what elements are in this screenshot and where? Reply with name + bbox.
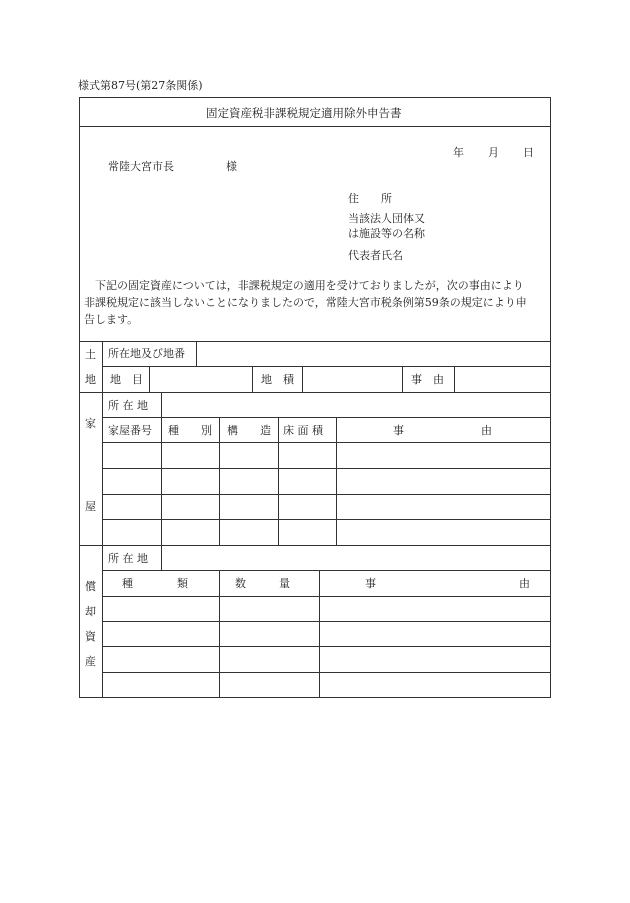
declaration-line-3: 告します。	[84, 313, 139, 326]
house-location-label: 所 在 地	[108, 399, 148, 412]
applicant-address-label: 住 所	[348, 192, 392, 205]
depreciable-row-4-top	[102, 672, 550, 673]
house-col-type: 種 別	[168, 424, 212, 437]
house-col-reason: 事 由	[393, 424, 492, 437]
depreciable-row-3-top	[102, 646, 550, 647]
depreciable-section-char-2: 却	[85, 605, 96, 618]
addressee-honorific: 様	[226, 160, 237, 173]
depreciable-col-reason: 事 由	[365, 577, 530, 590]
depreciable-row-1-top	[102, 596, 550, 597]
house-row-3-top	[102, 494, 550, 495]
house-section-char-2: 屋	[85, 500, 96, 513]
depreciable-col-divider-2	[319, 570, 320, 697]
form-title: 固定資産税非課税規定適用除外申告書	[206, 106, 402, 120]
depreciable-section-char-3: 資	[85, 630, 96, 643]
land-section-char-1: 土	[85, 348, 96, 361]
applicant-org-label-2: は施設等の名称	[348, 227, 425, 240]
house-header-top	[102, 417, 550, 418]
form-number: 様式第87号(第27条関係)	[78, 79, 203, 92]
house-row-4-top	[102, 519, 550, 520]
land-section-char-2: 地	[85, 373, 96, 386]
addressee-name: 常陸大宮市長	[108, 160, 174, 173]
depreciable-location-divider	[161, 545, 162, 570]
house-col-structure: 構 造	[227, 424, 271, 437]
depreciable-row-2-top	[102, 621, 550, 622]
house-section-char-1: 家	[85, 417, 96, 430]
title-divider	[80, 126, 550, 127]
house-col-divider-2	[219, 417, 220, 545]
land-category-value-divider	[252, 366, 253, 392]
house-location-divider	[161, 392, 162, 417]
house-col-divider-1	[161, 417, 162, 545]
land-area-value-divider	[402, 366, 403, 392]
depreciable-col-quantity: 数 量	[235, 577, 290, 590]
depreciable-header-top	[102, 570, 550, 571]
land-location-divider	[196, 341, 197, 366]
land-top-border	[80, 341, 550, 342]
land-area-divider	[302, 366, 303, 392]
applicant-representative-label: 代表者氏名	[348, 249, 403, 262]
house-row-1-top	[102, 442, 550, 443]
declaration-line-1: 下記の固定資産については，非課税規定の適用を受けておりましたが，次の事由により	[95, 279, 524, 292]
declaration-line-2: 非課税規定に該当しないことになりましたので，常陸大宮市税条例第59条の規定により申	[84, 296, 527, 309]
house-row-2-top	[102, 468, 550, 469]
applicant-org-label-1: 当該法人団体又	[348, 212, 425, 225]
depreciable-section-char-4: 産	[85, 655, 96, 668]
depreciable-location-label: 所 在 地	[108, 552, 148, 565]
depreciable-section-char-1: 償	[85, 580, 96, 593]
land-reason-divider	[454, 366, 455, 392]
date-day: 日	[523, 146, 534, 159]
land-category-divider	[149, 366, 150, 392]
land-category-label: 地 目	[110, 373, 143, 386]
declaration-text	[84, 277, 550, 328]
depreciable-top-border	[80, 545, 550, 546]
declaration-form	[79, 97, 551, 698]
land-reason-label: 事 由	[411, 373, 444, 386]
land-area-label: 地 積	[261, 373, 294, 386]
house-col-divider-3	[278, 417, 279, 545]
depreciable-col-type: 種 類	[122, 577, 188, 590]
depreciable-col-divider-1	[219, 570, 220, 697]
house-col-floor-area: 床 面 積	[283, 424, 323, 437]
land-row-divider	[102, 366, 550, 367]
date-year: 年	[453, 146, 464, 159]
house-col-divider-4	[336, 417, 337, 545]
house-col-number: 家屋番号	[108, 424, 152, 437]
land-location-label: 所在地及び地番	[108, 347, 185, 360]
date-month: 月	[488, 146, 499, 159]
house-top-border	[80, 392, 550, 393]
